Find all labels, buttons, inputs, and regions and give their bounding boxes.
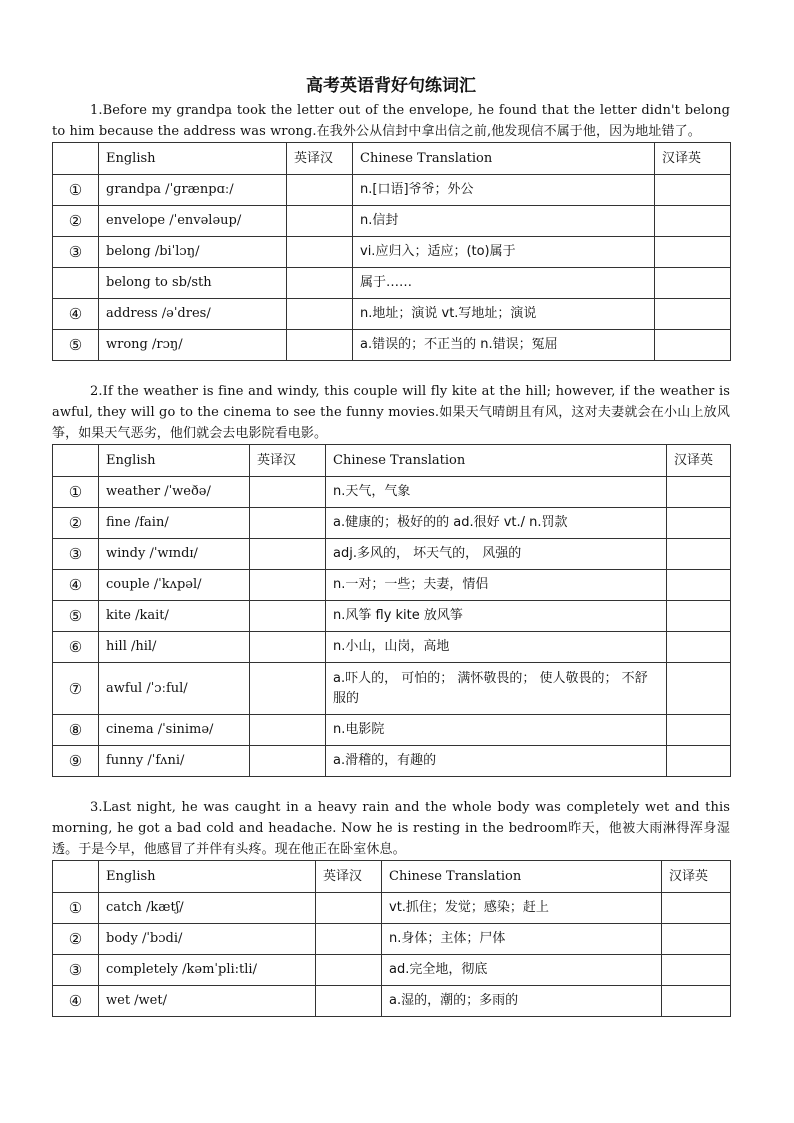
row-number: ② [53,924,99,955]
c2e-blank[interactable] [667,746,731,777]
sentence-2: 2.If the weather is fine and windy, this couple will fly kite at the hill; however, if the weather is awful, they will go to the cinema to see the funny movies.如果天气晴朗且有风，这对夫妻就会在小山上放风筝，如果天气恶劣，他们就会去电影院看电影。 [52,384,730,441]
header-c2e: 汉译英 [667,445,731,477]
chinese-meaning: a.健康的；极好的的 ad.很好 vt./ n.罚款 [326,508,667,539]
row-number: ④ [53,570,99,601]
header-english: English [99,445,250,477]
english-word: couple /ˈkʌpəl/ [99,570,250,601]
english-word: kite /kait/ [99,601,250,632]
e2c-blank[interactable] [287,268,353,299]
c2e-blank[interactable] [667,508,731,539]
e2c-blank[interactable] [287,237,353,268]
english-word: hill /hil/ [99,632,250,663]
row-number: ③ [53,955,99,986]
e2c-blank[interactable] [250,632,326,663]
table-row [53,663,731,715]
row-number: ④ [53,299,99,330]
english-word: completely /kəmˈpli:tli/ [99,955,316,986]
english-word: belong /biˈlɔŋ/ [99,237,287,268]
english-word: address /əˈdres/ [99,299,287,330]
chinese-meaning: a.错误的；不正当的 n.错误；冤屈 [353,330,655,361]
table-row [53,955,731,986]
table-row [53,893,731,924]
page-title: 高考英语背好句练词汇 [306,76,476,96]
chinese-meaning: n.[口语]爷爷；外公 [353,175,655,206]
chinese-meaning: n.电影院 [326,715,667,746]
chinese-meaning: a.吓人的， 可怕的； 满怀敬畏的； 使人敬畏的； 不舒服的 [326,663,667,715]
row-number: ② [53,508,99,539]
e2c-blank[interactable] [287,175,353,206]
english-word: catch /kætʃ/ [99,893,316,924]
english-word: wet /wet/ [99,986,316,1017]
table-row [53,924,731,955]
c2e-blank[interactable] [662,986,731,1017]
vocab-table-1 [52,142,731,361]
chinese-meaning: vi.应归入；适应；(to)属于 [353,237,655,268]
e2c-blank[interactable] [287,299,353,330]
row-number: ③ [53,539,99,570]
english-word: grandpa /ˈɡrænpɑː/ [99,175,287,206]
table-row [53,539,731,570]
row-number: ⑤ [53,330,99,361]
row-number: ④ [53,986,99,1017]
c2e-blank[interactable] [667,632,731,663]
table-row [53,175,731,206]
row-number: ⑤ [53,601,99,632]
english-word: weather /ˈweðə/ [99,477,250,508]
header-chinese: Chinese Translation [353,143,655,175]
e2c-blank[interactable] [250,570,326,601]
header-english: English [99,861,316,893]
header-c2e: 汉译英 [655,143,731,175]
c2e-blank[interactable] [655,299,731,330]
e2c-blank[interactable] [250,746,326,777]
english-word: wrong /rɔŋ/ [99,330,287,361]
table-row [53,601,731,632]
table-row [53,986,731,1017]
english-word: fine /fain/ [99,508,250,539]
table-row [53,477,731,508]
e2c-blank[interactable] [250,663,326,715]
english-word: funny /ˈfʌni/ [99,746,250,777]
table-row [53,632,731,663]
row-number: ② [53,206,99,237]
english-word: windy /ˈwɪndɪ/ [99,539,250,570]
row-number: ① [53,477,99,508]
c2e-blank[interactable] [662,893,731,924]
chinese-meaning: ad.完全地，彻底 [382,955,662,986]
c2e-blank[interactable] [667,601,731,632]
table-row [53,570,731,601]
row-number: ⑦ [53,663,99,715]
header-chinese: Chinese Translation [382,861,662,893]
e2c-blank[interactable] [250,508,326,539]
c2e-blank[interactable] [655,268,731,299]
e2c-blank[interactable] [316,893,382,924]
header-c2e: 汉译英 [662,861,731,893]
chinese-meaning: n.身体；主体；尸体 [382,924,662,955]
english-word: body /ˈbɔdi/ [99,924,316,955]
english-word: belong to sb/sth [99,268,287,299]
c2e-blank[interactable] [667,715,731,746]
e2c-blank[interactable] [250,539,326,570]
row-number: ⑧ [53,715,99,746]
chinese-meaning: n.风筝 fly kite 放风筝 [326,601,667,632]
chinese-meaning: a.湿的，潮的；多雨的 [382,986,662,1017]
e2c-blank[interactable] [250,601,326,632]
c2e-blank[interactable] [662,924,731,955]
e2c-blank[interactable] [250,715,326,746]
table-row [53,237,731,268]
c2e-blank[interactable] [655,330,731,361]
chinese-meaning: n.天气，气象 [326,477,667,508]
table-header [53,861,731,893]
row-number: ⑨ [53,746,99,777]
chinese-meaning: n.地址；演说 vt.写地址；演说 [353,299,655,330]
header-e2c: 英译汉 [287,143,353,175]
table-header [53,445,731,477]
chinese-meaning: n.信封 [353,206,655,237]
row-number: ③ [53,237,99,268]
c2e-blank[interactable] [667,539,731,570]
e2c-blank[interactable] [287,330,353,361]
table-row [53,508,731,539]
row-number: ① [53,893,99,924]
row-number [53,268,99,299]
chinese-meaning: 属于…… [353,268,655,299]
c2e-blank[interactable] [655,175,731,206]
e2c-blank[interactable] [287,206,353,237]
table-row [53,206,731,237]
english-word: cinema /ˈsinimə/ [99,715,250,746]
e2c-blank[interactable] [316,986,382,1017]
table-row [53,330,731,361]
chinese-meaning: adj.多风的， 坏天气的， 风强的 [326,539,667,570]
c2e-blank[interactable] [667,477,731,508]
table-row [53,268,731,299]
e2c-blank[interactable] [250,477,326,508]
row-number: ⑥ [53,632,99,663]
table-row [53,746,731,777]
chinese-meaning: a.滑稽的，有趣的 [326,746,667,777]
table-header [53,143,731,175]
c2e-blank[interactable] [662,955,731,986]
header-e2c: 英译汉 [250,445,326,477]
e2c-blank[interactable] [316,924,382,955]
english-word: awful /ˈɔːful/ [99,663,250,715]
vocab-table-3 [52,860,731,1017]
c2e-blank[interactable] [655,237,731,268]
chinese-meaning: vt.抓住；发觉；感染；赶上 [382,893,662,924]
c2e-blank[interactable] [655,206,731,237]
english-word: envelope /ˈenvələup/ [99,206,287,237]
table-row [53,299,731,330]
c2e-blank[interactable] [667,570,731,601]
sentence-3: 3.Last night, he was caught in a heavy rain and the whole body was completely wet and this morning, he got a bad cold and headache. Now he is resting in the bedroom昨天，他被大雨淋得浑身湿透。于是今早，他感冒了并伴有头疼。现在他正在卧室休息。 [52,800,730,857]
c2e-blank[interactable] [667,663,731,715]
e2c-blank[interactable] [316,955,382,986]
vocab-table-2 [52,444,731,777]
chinese-meaning: n.小山，山岗，高地 [326,632,667,663]
chinese-meaning: n.一对；一些；夫妻，情侣 [326,570,667,601]
header-e2c: 英译汉 [316,861,382,893]
header-english: English [99,143,287,175]
row-number: ① [53,175,99,206]
table-row [53,715,731,746]
header-chinese: Chinese Translation [326,445,667,477]
sentence-1: 1.Before my grandpa took the letter out of the envelope, he found that the letter didn't belong to him because the address was wrong.在我外公从信封中拿出信之前,他发现信不属于他，因为地址错了。 [52,103,730,139]
